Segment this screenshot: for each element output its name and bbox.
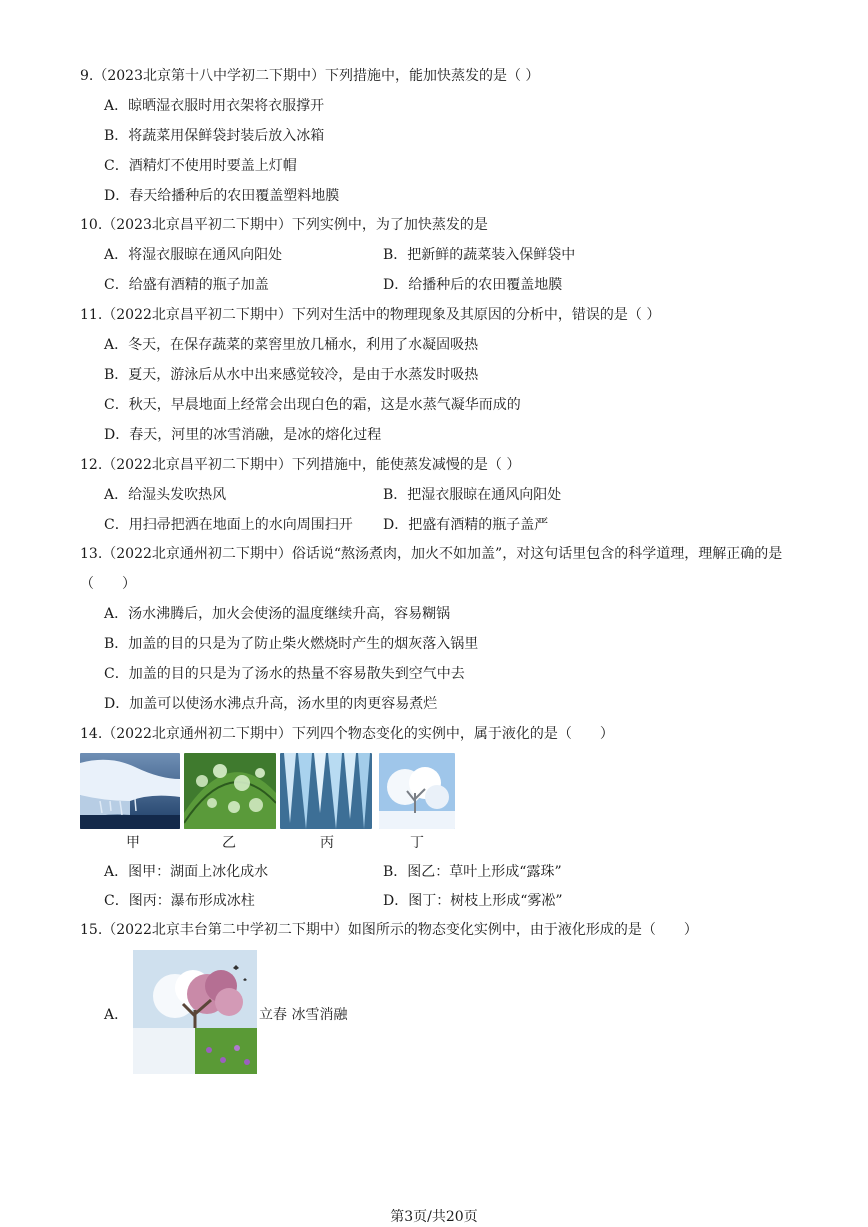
page-footer: 第3页/共20页 [390, 1209, 478, 1225]
question-14-option-d: D．图丁：树枝上形成“雾凇” [383, 893, 563, 909]
question-13-option-a: A．汤水沸腾后，加火会使汤的温度继续升高，容易糊锅 [104, 606, 451, 622]
question-12-option-c: C．用扫帚把洒在地面上的水向周围扫开 [104, 517, 353, 533]
question-11-option-d: D．春天，河里的冰雪消融，是冰的熔化过程 [104, 427, 382, 443]
question-11-option-c: C．秋天，早晨地面上经常会出现白色的霜，这是水蒸气凝华而成的 [104, 397, 521, 413]
image-rime-tree [379, 753, 455, 829]
caption-yi: 乙 [222, 835, 236, 851]
question-13-option-d: D．加盖可以使汤水沸点升高，汤水里的肉更容易煮烂 [104, 696, 438, 712]
question-10-option-c: C．给盛有酒精的瓶子加盖 [104, 277, 269, 293]
question-14-option-a: A．图甲：湖面上冰化成水 [104, 864, 269, 880]
caption-bing: 丙 [320, 835, 334, 851]
question-9-option-a: A．晾晒湿衣服时用衣架将衣服撑开 [104, 98, 325, 114]
question-10-stem: 10.（2023北京昌平初二下期中）下列实例中，为了加快蒸发的是 [80, 217, 488, 233]
question-12-option-a: A．给湿头发吹热风 [104, 487, 227, 503]
question-14-option-c: C．图丙：瀑布形成冰柱 [104, 893, 255, 909]
question-10-option-b: B．把新鲜的蔬菜装入保鲜袋中 [383, 247, 576, 263]
question-11-stem: 11.（2022北京昌平初二下期中）下列对生活中的物理现象及其原因的分析中，错误的是（ ） [80, 307, 661, 323]
question-12-option-d: D．把盛有酒精的瓶子盖严 [383, 517, 549, 533]
image-icicles [280, 753, 372, 829]
question-11-option-b: B．夏天，游泳后从水中出来感觉较冷，是由于水蒸发时吸热 [104, 367, 479, 383]
image-spring-thaw [133, 950, 257, 1074]
question-14-stem: 14.（2022北京通州初二下期中）下列四个物态变化的实例中，属于液化的是（ ） [80, 726, 614, 742]
question-14-option-b: B．图乙：草叶上形成“露珠” [383, 864, 562, 880]
question-9-option-c: C．酒精灯不使用时要盖上灯帽 [104, 158, 297, 174]
caption-jia: 甲 [126, 835, 140, 851]
question-12-stem: 12.（2022北京昌平初二下期中）下列措施中，能使蒸发减慢的是（ ） [80, 457, 521, 473]
question-11-option-a: A．冬天，在保存蔬菜的菜窖里放几桶水，利用了水凝固吸热 [104, 337, 479, 353]
question-15-option-a-label: A． [104, 1007, 129, 1023]
question-13-option-c: C．加盖的目的只是为了汤水的热量不容易散失到空气中去 [104, 666, 465, 682]
question-13-stem: 13.（2022北京通州初二下期中）俗话说“熬汤煮肉，加火不如加盖”，对这句话里包含的科学道理，理解正确的是（ ） [80, 546, 783, 592]
question-13-option-b: B．加盖的目的只是为了防止柴火燃烧时产生的烟灰落入锅里 [104, 636, 479, 652]
question-9-stem: 9.（2023北京第十八中学初二下期中）下列措施中，能加快蒸发的是（ ） [80, 68, 540, 84]
caption-ding: 丁 [410, 835, 424, 851]
question-9-option-b: B．将蔬菜用保鲜袋封装后放入冰箱 [104, 128, 325, 144]
question-12-option-b: B．把湿衣服晾在通风向阳处 [383, 487, 562, 503]
question-9-option-d: D．春天给播种后的农田覆盖塑料地膜 [104, 188, 340, 204]
question-10-option-a: A．将湿衣服晾在通风向阳处 [104, 247, 283, 263]
question-10-option-d: D．给播种后的农田覆盖地膜 [383, 277, 563, 293]
image-frozen-lake [80, 753, 180, 829]
question-15-option-a-caption: 立春 冰雪消融 [259, 1007, 348, 1023]
image-dew-drops [184, 753, 276, 829]
question-15-stem: 15.（2022北京丰台第二中学初二下期中）如图所示的物态变化实例中，由于液化形成的是（ ） [80, 922, 698, 938]
